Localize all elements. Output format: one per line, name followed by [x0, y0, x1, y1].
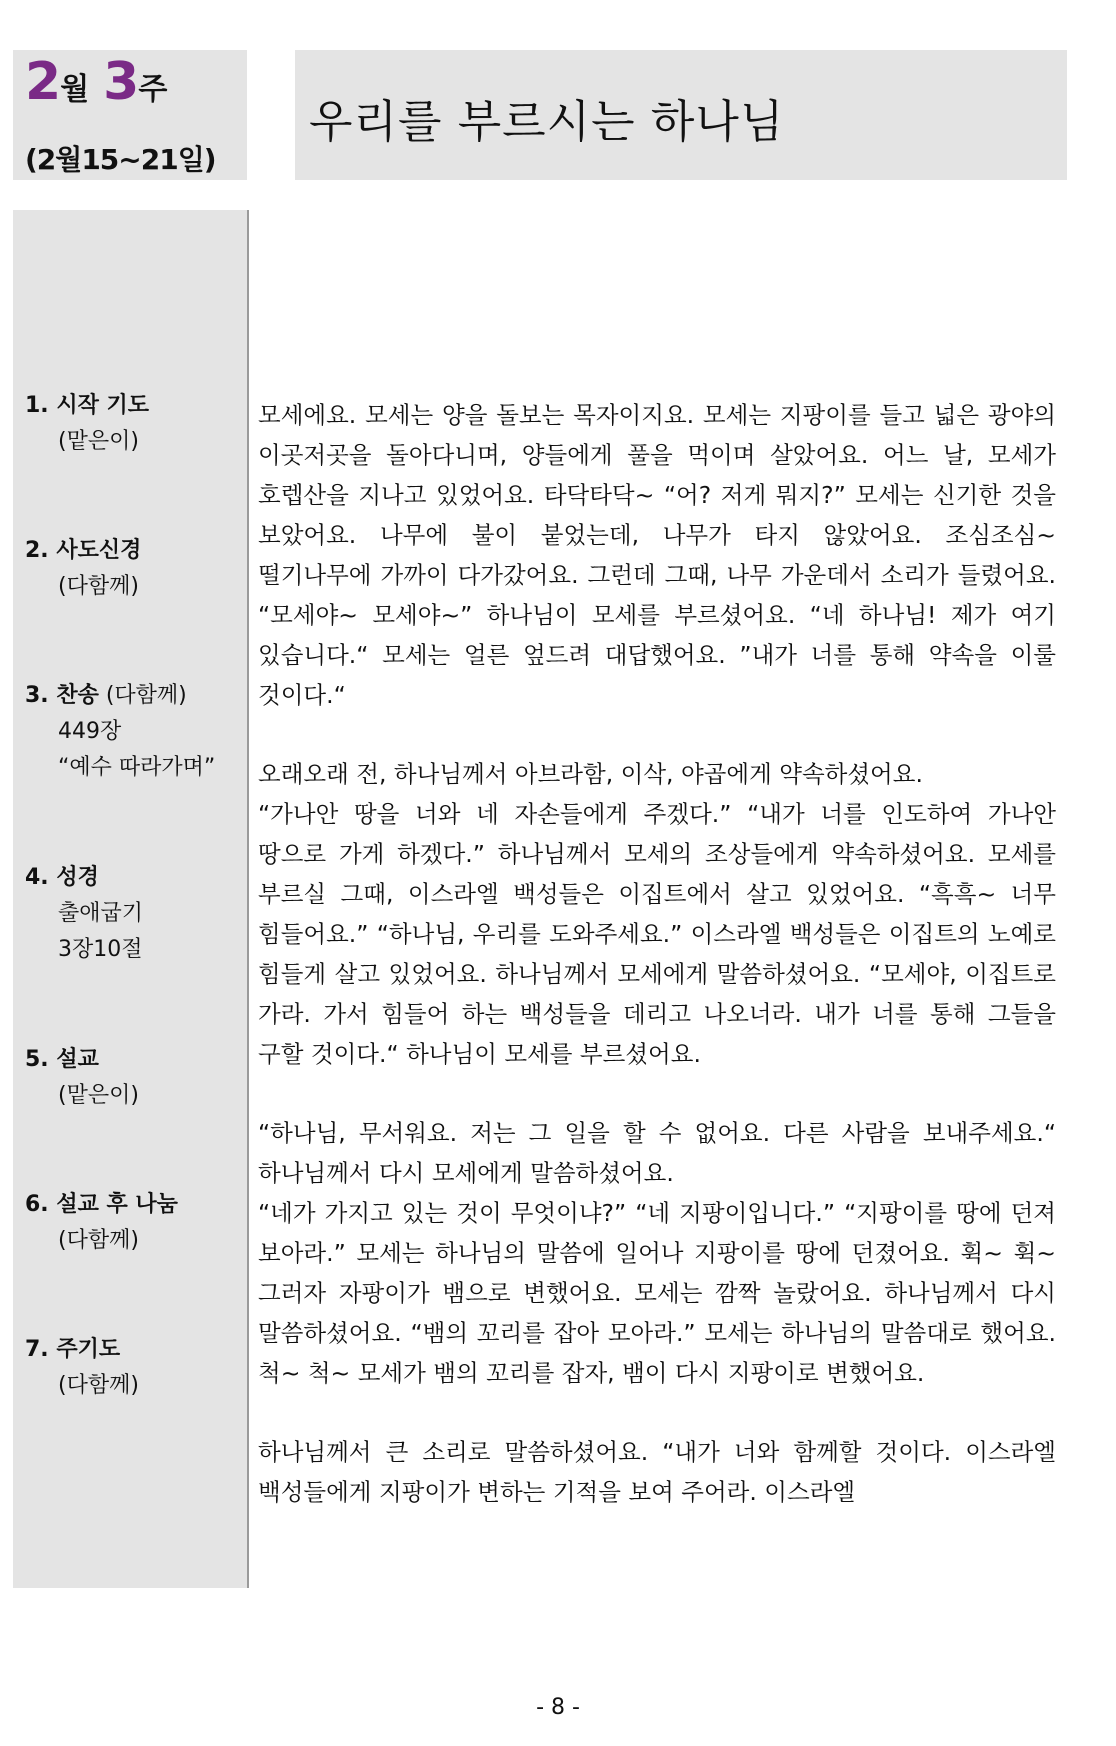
story-paragraph: 오래오래 전, 하나님께서 아브라함, 이삭, 야곱에게 약속하셨어요. [258, 760, 923, 788]
week-label-box [13, 50, 247, 180]
order-heading: 6. 설교 후 나눔 [25, 1192, 178, 1217]
order-heading: 2. 사도신경 [25, 538, 142, 563]
story-paragraph: 하나님께서 큰 소리로 말씀하셨어요. “내가 너와 함께할 것이다. 이스라엘 백성들에게 지팡이가 변하는 기적을 보여 주어라. 이스라엘 [258, 1438, 1056, 1506]
order-item-sermon [25, 1042, 139, 1114]
order-heading-text: 3. 찬송 [25, 683, 99, 708]
order-detail: (다함께) [58, 574, 139, 599]
hymn-number: 449장 [58, 719, 122, 744]
order-heading: 7. 주기도 [25, 1337, 121, 1362]
order-heading: 4. 성경 [25, 865, 99, 890]
order-item-opening-prayer [25, 388, 149, 460]
story-paragraph: “네가 가지고 있는 것이 무엇이냐?” “네 지팡이입니다.” “지팡이를 땅에 던져 보아라.” 모세는 하나님의 말씀에 일어나 지팡이를 땅에 던졌어요. 휙~ 휙~ 그러자 자팡이가 뱀으로 변했어요. 모세는 깜짝 놀랐어요. 하나님께서 다시 말씀하셨어요. “뱀의 꼬리를 잡아 모아라.” 모세는 하나님의 말씀대로 했어요. 척~ 척~ 모세가 뱀의 꼬리를 잡자, 뱀이 다시 지팡이로 변했어요. [258, 1199, 1056, 1387]
story-paragraph: “하나님, 무서워요. 저는 그 일을 할 수 없어요. 다른 사람을 보내주세요.“ 하나님께서 다시 모세에게 말씀하셨어요. [258, 1119, 1056, 1187]
order-detail: (맡은이) [58, 429, 139, 454]
order-heading [25, 678, 215, 714]
story-text [258, 395, 1056, 1551]
order-item-scripture [25, 860, 143, 968]
week-number: 3 [103, 52, 139, 112]
story-paragraph: 모세에요. 모세는 양을 돌보는 목자이지요. 모세는 지팡이를 들고 넓은 광야의 이곳저곳을 돌아다니며, 양들에게 풀을 먹이며 살았어요. 어느 날, 모세가 호렙산을 지나고 있었어요. 타닥타닥~ “어? 저게 뭐지?” 모세는 신기한 것을 보았어요. 나무에 불이 붙었는데, 나무가 타지 않았어요. 조심조심~ 떨기나무에 가까이 다가갔어요. 그런데 그때, 나무 가운데서 소리가 들렸어요. “모세야~ 모세야~” 하나님이 모세를 부르셨어요. “네 하나님! 제가 여기 있습니다.“ 모세는 얼른 엎드려 대답했어요. ”내가 너를 통해 약속을 이룰 것이다.“ [258, 401, 1056, 709]
scripture-book: 출애굽기 [58, 901, 144, 926]
order-item-hymn [25, 678, 215, 786]
week-label [25, 52, 181, 112]
order-of-worship-sidebar [13, 210, 249, 1588]
month-unit: 월 [60, 72, 90, 107]
scripture-verse: 3장10절 [58, 937, 143, 962]
order-detail: (다함께) [58, 1228, 139, 1253]
order-heading: 1. 시작 기도 [25, 393, 149, 418]
hymn-title: “예수 따라가며” [58, 755, 216, 780]
page-number: - 8 - [536, 1695, 580, 1720]
order-item-apostles-creed [25, 533, 141, 605]
order-heading-note: (다함께) [98, 683, 187, 708]
order-detail: (다함께) [58, 1373, 139, 1398]
order-item-sharing [25, 1187, 178, 1259]
order-heading: 5. 설교 [25, 1047, 99, 1072]
week-unit: 주 [138, 72, 168, 107]
date-range: (2월15~21일) [25, 143, 216, 176]
order-item-lords-prayer [25, 1332, 139, 1404]
order-detail: (맡은이) [58, 1083, 139, 1108]
title-box [295, 50, 1067, 180]
page-title: 우리를 부르시는 하나님 [309, 95, 785, 148]
story-paragraph: “가나안 땅을 너와 네 자손들에게 주겠다.” “내가 너를 인도하여 가나안 땅으로 가게 하겠다.” 하나님께서 모세의 조상들에게 약속하셨어요. 모세를 부르실 그때, 이스라엘 백성들은 이집트에서 살고 있었어요. “흑흑~ 너무 힘들어요.” “하나님, 우리를 도와주세요.” 이스라엘 백성들은 이집트의 노예로 힘들게 살고 있었어요. 하나님께서 모세에게 말씀하셨어요. “모세야, 이집트로 가라. 가서 힘들어 하는 백성들을 데리고 나오너라. 내가 너를 통해 그들을 구할 것이다.“ 하나님이 모세를 부르셨어요. [258, 800, 1056, 1068]
month-number: 2 [25, 52, 61, 112]
